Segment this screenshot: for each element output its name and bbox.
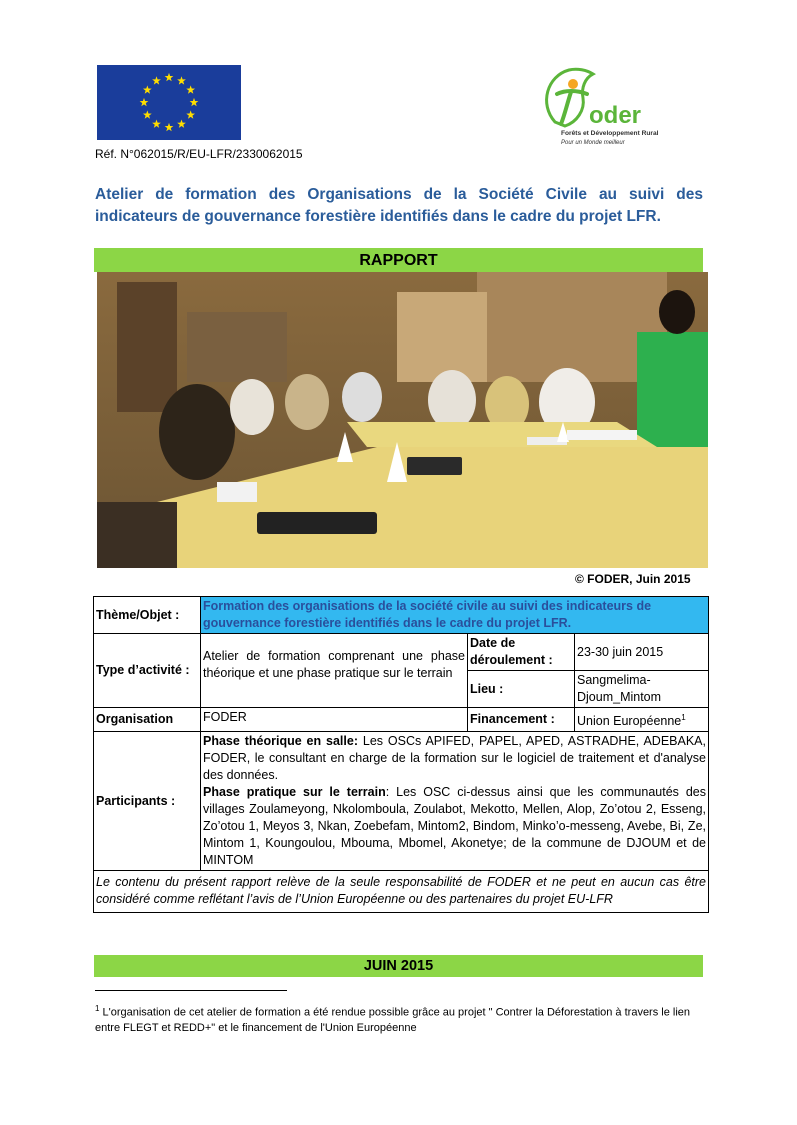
logo-tagline-2: Pour un Monde meilleur [561,140,625,146]
organisation-label: Organisation [94,708,201,732]
footnote-text: L'organisation de cet atelier de formation a été rendue possible grâce au projet " Contrer la Déforestation à travers le lien entre FLEGT et REDD+" et le financement de l'Union Européenne [95,1006,691,1035]
footnote-ref: 1 [681,713,686,722]
funding-cell [575,708,709,732]
table-row [94,597,709,634]
eu-star-icon [152,120,161,128]
footnote-mark: 1 [95,1004,100,1013]
disclaimer: Le contenu du présent rapport relève de la seule responsabilité de FODER et ne peut en aucun cas être considéré comme reflétant l’avis de l’Union Européenne ou des partenaires du projet EU-LFR [94,871,709,913]
photo-credit: © FODER, Juin 2015 [575,572,691,586]
location-value: Sangmelima-Djoum_Mintom [575,671,709,708]
date-value: 23-30 juin 2015 [575,634,709,671]
document-title [95,184,703,228]
participants-value [201,732,709,871]
table-row [94,634,709,671]
eu-star-icon [190,98,199,106]
eu-star-icon [186,110,195,118]
funding-label: Financement : [468,708,575,732]
location-label: Lieu : [468,671,575,708]
eu-star-icon [143,110,152,118]
date-label: Date de déroulement : [468,634,575,671]
eu-star-icon [177,120,186,128]
eu-star-icon [186,85,195,93]
logo-tagline: Forêts et Développement Rural [561,130,659,137]
phase-field-title: Phase pratique sur le terrain [203,785,386,800]
eu-flag-logo [97,65,241,140]
date-band: JUIN 2015 [94,955,703,977]
table-row [94,708,709,732]
workshop-photo [97,272,708,568]
activity-type-value: Atelier de formation comprenant une phase théorique et une phase pratique sur le terrain [201,634,468,708]
title-line-2: indicateurs de gouvernance forestière identifiés dans le cadre du projet LFR. [95,208,661,225]
logo-name: oder [589,102,642,129]
eu-star-icon [177,76,186,84]
eu-star-icon [165,123,174,131]
phase-field-text: : Les OSC ci-dessus ainsi que les communautés des villages Zoulameyong, Nkolomboula, Zoulabot, Mekotto, Mellen, Alop, Zo’otou 2, Esseng, Zo’otou 1, Meyos 3, Nkan, Zoebefam, Mintom2, Bindom, Minko’o-messeng, Avebe, Bi, Ze, Mintom 1, Koungoulou, Mbouma, Mbomel, Akonetye; de la commune de DJOUM et de MINTOM [203,785,707,868]
theme-value: Formation des organisations de la société civile au suivi des indicateurs de gouvernance forestière identifiés dans le cadre du projet LFR. [201,597,709,634]
footnote [95,1001,705,1037]
reference-number: Réf. N°062015/R/EU-LFR/2330062015 [95,147,303,161]
report-band: RAPPORT [94,248,703,272]
activity-type-label: Type d’activité : [94,634,201,708]
table-row [94,871,709,913]
phase-theory-title: Phase théorique en salle: [203,734,358,749]
eu-star-icon [165,73,174,81]
foder-logo [537,64,717,154]
participants-label: Participants : [94,732,201,871]
theme-label: Thème/Objet : [94,597,201,634]
funding-value: Union Européenne [577,714,682,729]
organisation-value: FODER [201,708,468,732]
table-row [94,732,709,871]
phase-theory-text: Les OSCs APIFED, PAPEL, APED, ASTRADHE, ADEBAKA, FODER, le consultant en charge de la formation sur le logiciel de traitement et d'analyse des données. [203,734,706,783]
info-table [93,596,709,913]
eu-star-icon [152,76,161,84]
eu-star-icon [143,85,152,93]
footnote-divider [95,990,287,991]
eu-star-icon [140,98,149,106]
title-line-1: Atelier de formation des Organisations de la Société Civile au suivi des [95,186,703,203]
